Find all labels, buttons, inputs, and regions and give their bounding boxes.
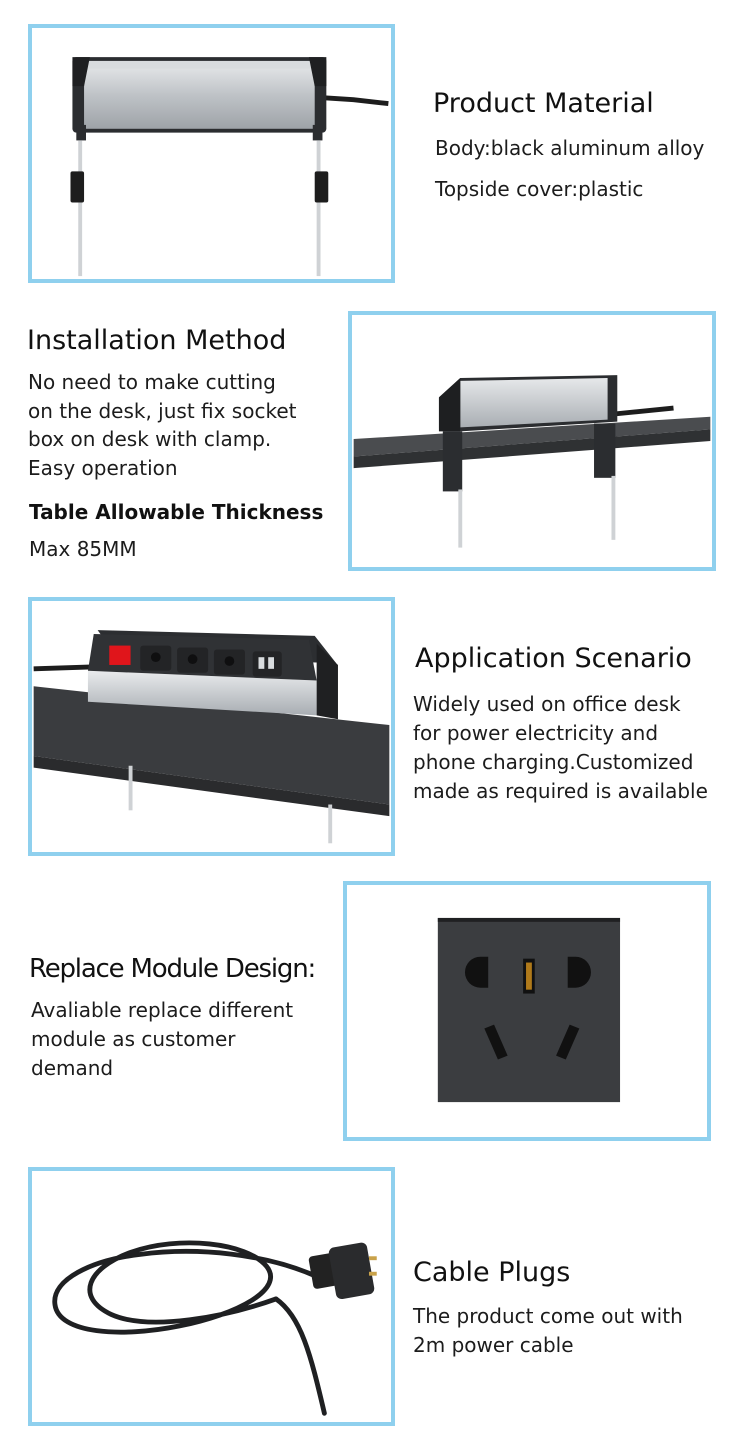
product-material-title: Product Material bbox=[433, 88, 654, 119]
installation-line-1: No need to make cutting bbox=[28, 370, 276, 394]
installation-line-4: Easy operation bbox=[28, 456, 178, 480]
table-thickness-subtitle: Table Allowable Thickness bbox=[29, 500, 324, 524]
module-line-1: Avaliable replace different bbox=[31, 998, 294, 1022]
application-line-1: Widely used on office desk bbox=[413, 692, 681, 716]
cable-line-1: The product come out with bbox=[413, 1304, 683, 1328]
power-switch-icon bbox=[109, 646, 130, 665]
power-cable-plug-illustration bbox=[32, 1171, 391, 1422]
application-line-2: for power electricity and bbox=[413, 721, 659, 745]
module-line-2: module as customer bbox=[31, 1027, 236, 1051]
table-thickness-value: Max 85MM bbox=[29, 537, 137, 561]
cable-plugs-image bbox=[28, 1167, 395, 1426]
product-material-line-1: Body:black aluminum alloy bbox=[435, 136, 705, 160]
cable-line-2: 2m power cable bbox=[413, 1333, 574, 1357]
installation-method-image bbox=[348, 311, 716, 571]
cable-plugs-title: Cable Plugs bbox=[413, 1257, 571, 1288]
replace-module-image bbox=[343, 881, 711, 1141]
socket-box-on-desk-illustration bbox=[32, 601, 391, 852]
application-scenario-title: Application Scenario bbox=[415, 643, 692, 674]
product-material-line-2: Topside cover:plastic bbox=[435, 177, 644, 201]
replace-module-title: Replace Module Design: bbox=[29, 954, 316, 984]
installation-line-2: on the desk, just fix socket bbox=[28, 399, 297, 423]
application-scenario-image bbox=[28, 597, 395, 856]
socket-module-illustration bbox=[347, 885, 707, 1137]
module-line-3: demand bbox=[31, 1056, 114, 1080]
socket-box-front-illustration bbox=[32, 28, 391, 279]
product-material-image bbox=[28, 24, 395, 283]
installation-line-3: box on desk with clamp. bbox=[28, 427, 272, 451]
application-line-4: made as required is available bbox=[413, 779, 708, 803]
socket-box-clamped-illustration bbox=[352, 315, 712, 567]
application-line-3: phone charging.Customized bbox=[413, 750, 694, 774]
installation-method-title: Installation Method bbox=[27, 325, 287, 356]
